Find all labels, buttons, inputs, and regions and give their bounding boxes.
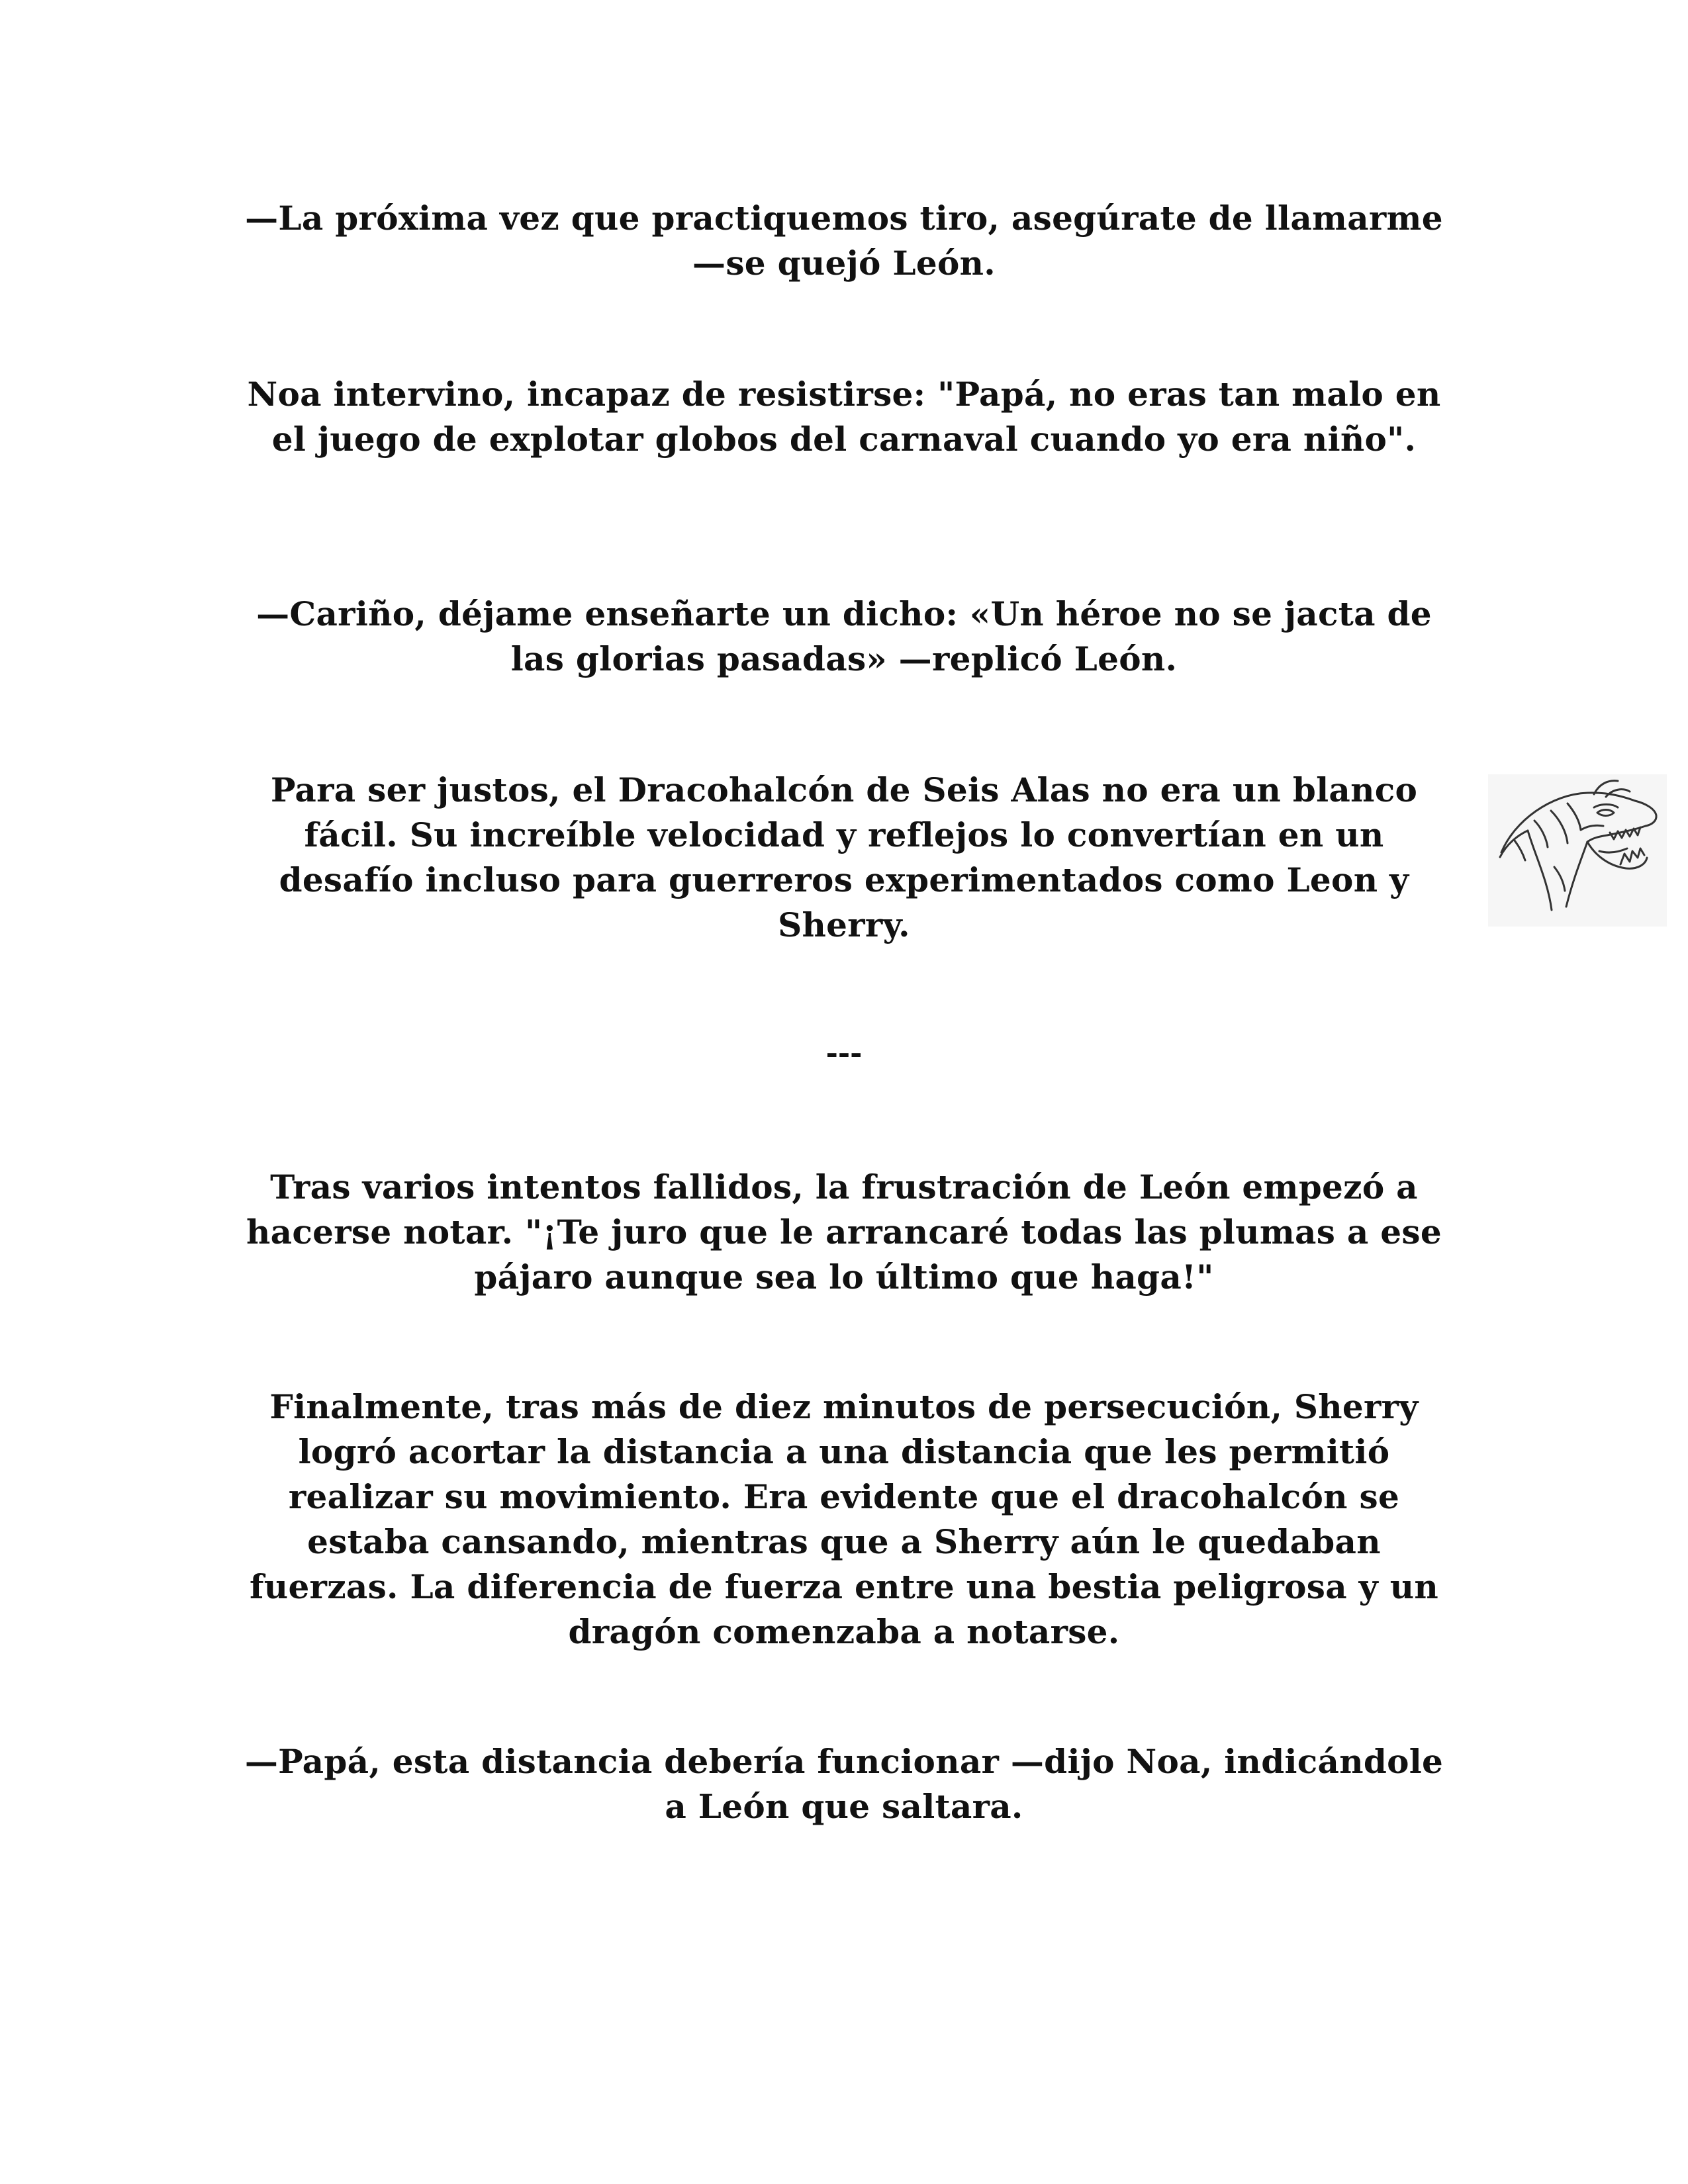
- paragraph-1: —La próxima vez que practiquemos tiro, asegúrate de llamarme —se quejó León.: [245, 199, 1443, 283]
- paragraph-4: Para ser justos, el Dracohalcón de Seis Alas no era un blanco fácil. Su increíble velocidad y reflejos lo convertían en un desafío incluso para guerreros experimentados como Leon y Sherry.: [270, 770, 1418, 944]
- section-separator: ---: [825, 1036, 863, 1070]
- paragraph-5: Tras varios intentos fallidos, la frustración de León empezó a hacerse notar. "¡Te juro que le arrancaré todas las plumas a ese pájaro aunque sea lo último que haga!": [246, 1167, 1442, 1297]
- paragraph-6: Finalmente, tras más de diez minutos de persecución, Sherry logró acortar la distancia a una distancia que les permitió realizar su movimiento. Era evidente que el dracohalcón se estaba cansando, mientras que a Sherry aún le quedaban fuerzas. La diferencia de fuerza entre una bestia peligrosa y un dragón comenzaba a notarse.: [249, 1387, 1439, 1651]
- paragraph-2: Noa intervino, incapaz de resistirse: "Papá, no eras tan malo en el juego de explotar globos del carnaval cuando yo era niño".: [247, 375, 1441, 459]
- paragraph-3: —Cariño, déjame enseñarte un dicho: «Un héroe no se jacta de las glorias pasadas» —replicó León.: [256, 594, 1432, 678]
- paragraph-7: —Papá, esta distancia debería funcionar —dijo Noa, indicándole a León que saltara.: [244, 1742, 1444, 1826]
- dragon-head-sketch-icon: [1488, 774, 1667, 927]
